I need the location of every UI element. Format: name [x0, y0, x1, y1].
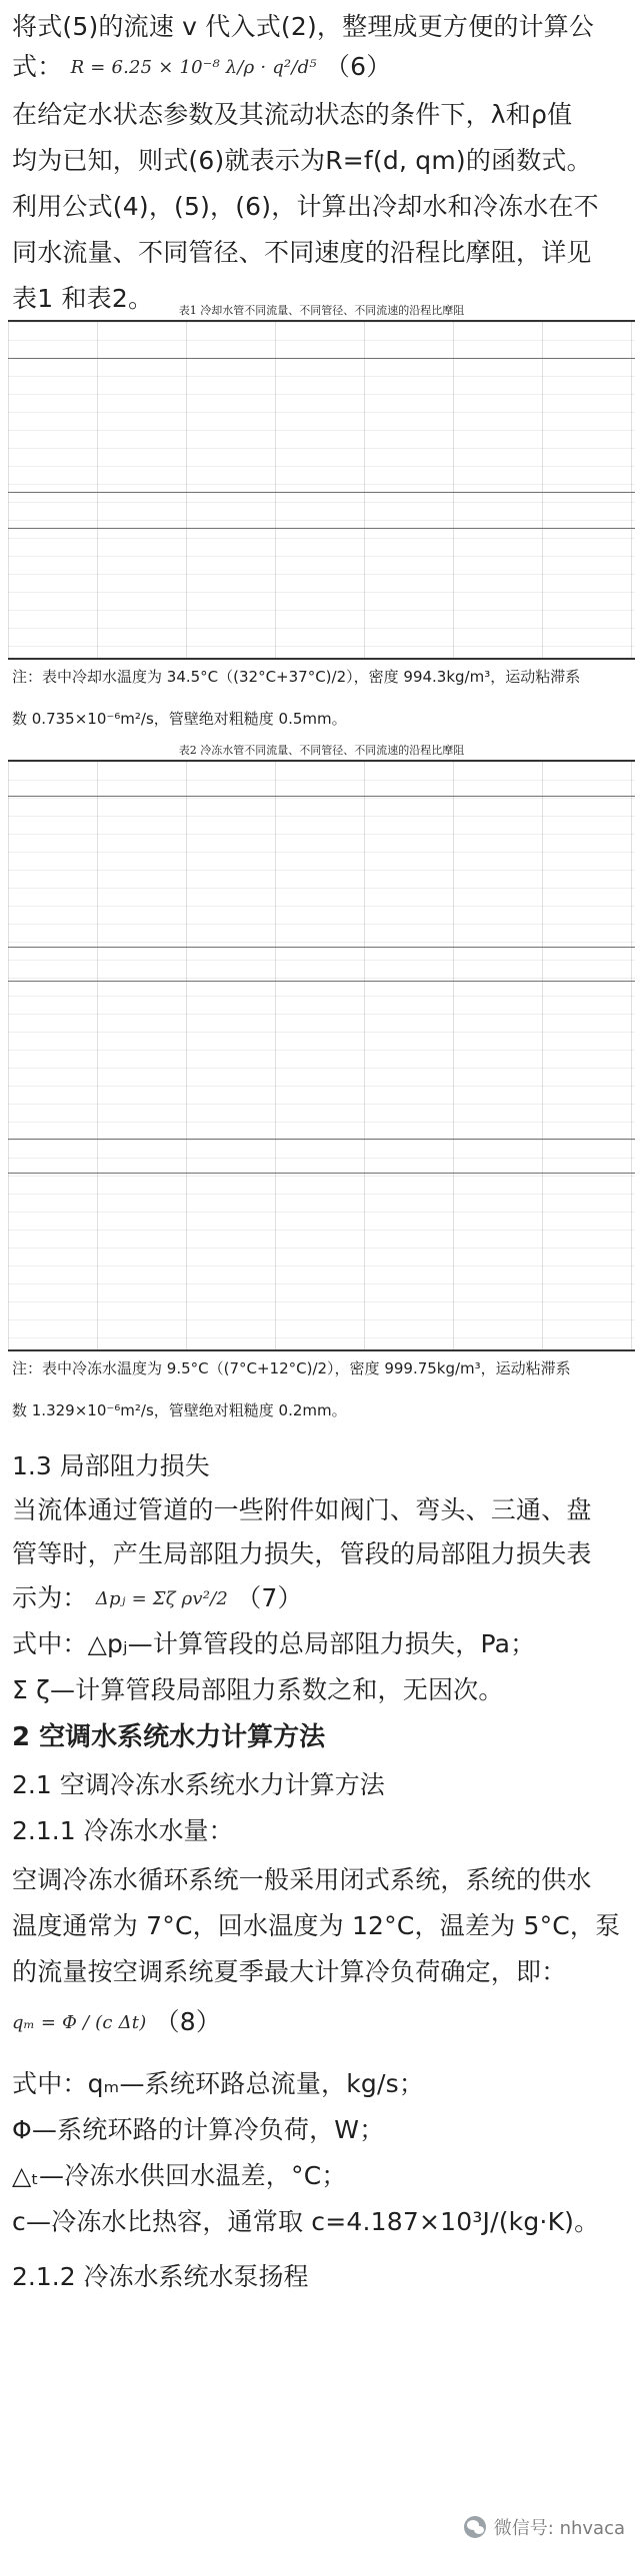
paragraph-line-19: c—冷冻水比热容，通常取 c=4.187×10³J/(kg·K)。	[12, 2207, 600, 2236]
formula-7: Δpⱼ = Σζ ρv²/2	[95, 1588, 229, 1609]
table-1-mid-rule	[8, 492, 635, 493]
formula-7-prefix: 示为：	[12, 1583, 88, 1612]
table-1-header-rule-top	[8, 358, 635, 359]
table-1	[8, 320, 635, 660]
paragraph-line-6: 同水流量、不同管径、不同速度的沿程比摩阻，详见	[12, 238, 592, 267]
paragraph-line-3: 在给定水状态参数及其流动状态的条件下，λ和ρ值	[12, 100, 573, 129]
table-2-grid	[8, 762, 635, 1349]
paragraph-line-8: 当流体通过管道的一些附件如阀门、弯头、三通、盘	[12, 1495, 592, 1524]
section-heading-1-3: 1.3 局部阻力损失	[12, 1451, 210, 1480]
paragraph-line-13: 空调冷冻水循环系统一般采用闭式系统，系统的供水	[12, 1865, 592, 1894]
formula-line-7	[12, 1575, 631, 1622]
section-heading-2-1: 2.1 空调冷冻水系统水力计算方法	[12, 1770, 385, 1799]
paragraph-line-5: 利用公式(4)，(5)，(6)，计算出冷却水和冷冻水在不	[12, 192, 599, 221]
section-heading-2-1-2: 2.1.2 冷冻水系统水泵扬程	[12, 2262, 309, 2291]
formula-line-8	[12, 1999, 631, 2046]
formula-8-number: （8）	[154, 2007, 222, 2036]
table-2-note-line-1: 注：表中冷冻水温度为 9.5°C（(7°C+12°C)/2），密度 999.75kg/m³，运动粘滞系	[12, 1359, 571, 1377]
table-2-note-line-2: 数 1.329×10⁻⁶m²/s，管壁绝对粗糙度 0.2mm。	[12, 1401, 347, 1419]
watermark-text: 微信号: nhvaca	[493, 2518, 625, 2539]
paragraph-line-14: 温度通常为 7°C，回水温度为 12°C，温差为 5°C，泵	[12, 1911, 621, 1940]
wechat-watermark	[464, 2514, 625, 2540]
formula-prefix: 式：	[12, 52, 63, 81]
paragraph-line-15: 的流量按空调系统夏季最大计算冷负荷确定，即：	[12, 1957, 567, 1986]
formula-6: R = 6.25 × 10⁻⁸ λ/ρ · q²/d⁵	[70, 57, 317, 78]
paragraph-line-12: Σ ζ—计算管段局部阻力系数之和，无因次。	[12, 1675, 504, 1704]
table-2-block-rule-1	[8, 947, 635, 948]
formula-6-number: （6）	[324, 52, 392, 81]
paragraph-line-11: 式中：△pⱼ—计算管段的总局部阻力损失，Pa；	[12, 1629, 536, 1658]
table-2-header-rule-2	[8, 981, 635, 982]
table-2-header-rule-1	[8, 796, 635, 797]
paragraph-line-16: 式中：qₘ—系统环路总流量，kg/s；	[12, 2069, 425, 2098]
section-heading-2: 2 空调水系统水力计算方法	[12, 1722, 326, 1752]
paragraph-line-1: 将式(5)的流速 v 代入式(2)，整理成更方便的计算公	[12, 12, 595, 41]
paragraph-line-7: 表1 和表2。	[12, 284, 154, 313]
formula-7-number: （7）	[236, 1583, 303, 1612]
section-heading-2-1-1: 2.1.1 冷冻水水量：	[12, 1816, 234, 1845]
table-1-caption: 表1 冷却水管不同流量、不同管径、不同流速的沿程比摩阻	[178, 304, 465, 317]
paragraph-line-9: 管等时，产生局部阻力损失，管段的局部阻力损失表	[12, 1539, 592, 1568]
table-1-header-rule-bottom	[8, 528, 635, 529]
paragraph-line-4: 均为已知，则式(6)就表示为R=f(d, qm)的函数式。	[12, 146, 592, 175]
table-2-caption: 表2 冷冻水管不同流量、不同管径、不同流速的沿程比摩阻	[178, 744, 465, 757]
table-2-block-rule-2	[8, 1139, 635, 1140]
table-1-note-line-2: 数 0.735×10⁻⁶m²/s，管壁绝对粗糙度 0.5mm。	[12, 710, 347, 728]
formula-line-6	[12, 44, 631, 91]
table-2-header-rule-3	[8, 1173, 635, 1174]
formula-8: qₘ = Φ / (c Δt)	[12, 2012, 147, 2033]
table-2	[8, 760, 635, 1351]
paragraph-line-18: △ₜ—冷冻水供回水温差，°C；	[12, 2161, 347, 2190]
table-1-grid	[8, 322, 635, 658]
table-1-note-line-1: 注：表中冷却水温度为 34.5°C（(32°C+37°C)/2），密度 994.3kg/m³，运动粘滞系	[12, 668, 581, 686]
wechat-icon	[464, 2516, 486, 2538]
paragraph-line-17: Φ—系统环路的计算冷负荷，W；	[12, 2115, 385, 2144]
